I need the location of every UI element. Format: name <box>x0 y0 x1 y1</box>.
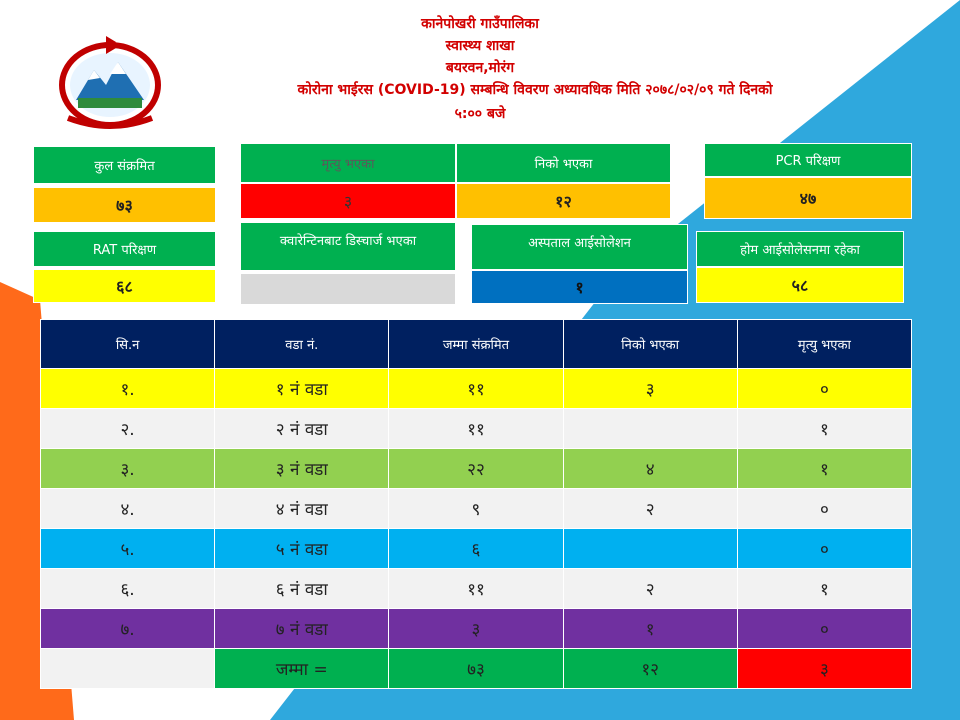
total-deaths: ३ <box>737 649 911 689</box>
rat-test-value: ६८ <box>33 269 216 303</box>
pcr-test-label: PCR परिक्षण <box>704 143 912 177</box>
hospital-isolation-label: अस्पताल आईसोलेशन <box>471 224 688 270</box>
cell-infected: ११ <box>389 409 563 449</box>
cell-infected: ३ <box>389 609 563 649</box>
table-header-row <box>41 320 912 369</box>
cell-infected: ९ <box>389 489 563 529</box>
cell-deaths: ० <box>737 609 911 649</box>
total-recovered: १२ <box>563 649 737 689</box>
cell-ward: १ नं वडा <box>215 369 389 409</box>
table-total-row <box>41 649 912 689</box>
cell-infected: ६ <box>389 529 563 569</box>
cell-serial: ४. <box>41 489 215 529</box>
cell-serial: ६. <box>41 569 215 609</box>
cell-serial: २. <box>41 409 215 449</box>
pcr-test-value: ४७ <box>704 177 912 219</box>
cell-recovered: १ <box>563 609 737 649</box>
cell-ward: ३ नं वडा <box>215 449 389 489</box>
cell-infected: ११ <box>389 369 563 409</box>
total-infected-label: कुल संक्रमित <box>33 146 216 184</box>
cell-recovered <box>563 529 737 569</box>
location-name: बयरवन,मोरंग <box>445 60 515 76</box>
cell-ward: ४ नं वडा <box>215 489 389 529</box>
recovered-value: १२ <box>456 183 671 219</box>
total-infected: ७३ <box>389 649 563 689</box>
cell-deaths: ० <box>737 529 911 569</box>
cell-serial: १. <box>41 369 215 409</box>
deaths-label <box>240 143 456 183</box>
cell-blank <box>41 649 215 689</box>
header-deaths: मृत्यु भएका <box>737 320 911 369</box>
deaths-label-text: मृत्यु भएका <box>321 157 375 172</box>
total-label: जम्मा = <box>215 649 389 689</box>
report-time: ५:०० बजे <box>454 106 506 122</box>
quarantine-discharged-value <box>240 273 456 305</box>
header-recovered: निको भएका <box>563 320 737 369</box>
cell-deaths: ० <box>737 489 911 529</box>
header-ward: वडा नं. <box>215 320 389 369</box>
table-row <box>41 569 912 609</box>
header-total-infected: जम्मा संक्रमित <box>389 320 563 369</box>
cell-recovered: २ <box>563 489 737 529</box>
quarantine-discharged-label: क्वारेन्टिनबाट डिस्चार्ज भएका <box>240 222 456 271</box>
cell-recovered <box>563 409 737 449</box>
table-row <box>41 409 912 449</box>
report-title: कोरोना भाईरस (COVID-19) सम्बन्धि विवरण अध्यावधिक मिति २०७८/०२/०९ गते दिनको <box>297 82 773 98</box>
cell-ward: ७ नं वडा <box>215 609 389 649</box>
cell-deaths: १ <box>737 569 911 609</box>
cell-serial: ३. <box>41 449 215 489</box>
rat-test-label: RAT परिक्षण <box>33 231 216 267</box>
cell-infected: २२ <box>389 449 563 489</box>
cell-deaths: १ <box>737 409 911 449</box>
table-row <box>41 449 912 489</box>
home-isolation-label: होम आईसोलेसनमा रहेका <box>696 231 904 267</box>
total-infected-value: ७३ <box>33 187 216 223</box>
table-row <box>41 609 912 649</box>
municipality-name: कानेपोखरी गाउँपालिका <box>421 16 539 32</box>
cell-recovered: २ <box>563 569 737 609</box>
cell-serial: ७. <box>41 609 215 649</box>
cell-infected: ११ <box>389 569 563 609</box>
cell-serial: ५. <box>41 529 215 569</box>
cell-ward: २ नं वडा <box>215 409 389 449</box>
recovered-label: निको भएका <box>456 143 671 183</box>
hospital-isolation-value: १ <box>471 270 688 304</box>
cell-recovered: ३ <box>563 369 737 409</box>
cell-ward: ५ नं वडा <box>215 529 389 569</box>
header-serial: सि.न <box>41 320 215 369</box>
cell-ward: ६ नं वडा <box>215 569 389 609</box>
home-isolation-value: ५८ <box>696 267 904 303</box>
cell-deaths: १ <box>737 449 911 489</box>
department-name: स्वास्थ्य शाखा <box>445 38 515 54</box>
deaths-value: ३ <box>240 183 456 219</box>
table-row <box>41 489 912 529</box>
table-row <box>41 369 912 409</box>
cell-recovered: ४ <box>563 449 737 489</box>
table-row <box>41 529 912 569</box>
ward-table <box>40 319 912 689</box>
cell-deaths: ० <box>737 369 911 409</box>
